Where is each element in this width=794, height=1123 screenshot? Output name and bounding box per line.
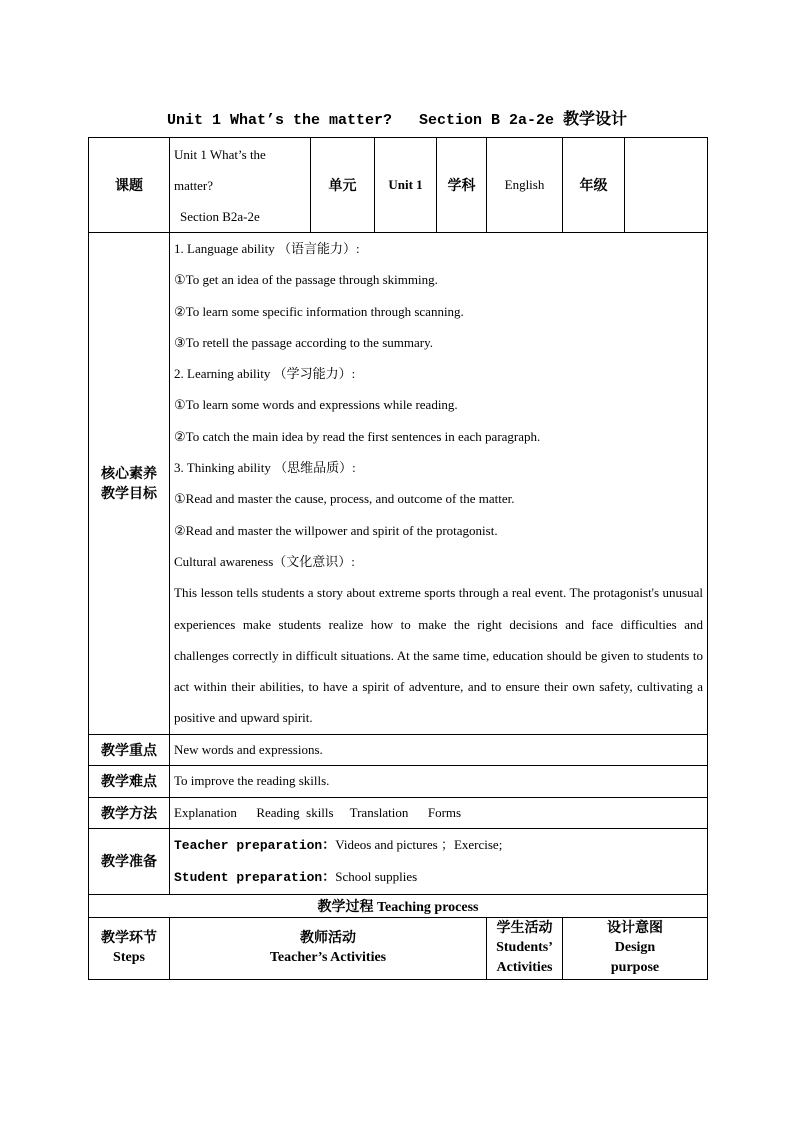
objectives-label-line: 核心素养 (101, 466, 157, 483)
topic-line: matter? (174, 177, 213, 193)
objective-line: ②To catch the main idea by read the first sentences in each paragraph. (174, 428, 541, 444)
lesson-plan-table (88, 137, 708, 980)
preparation-row (89, 828, 708, 894)
objective-line: 1. Language ability （语言能力）: (174, 241, 360, 256)
key-points-value: New words and expressions. (170, 734, 708, 765)
steps-cn: 教学环节 (101, 930, 157, 947)
students-activities-cn: 学生活动 (496, 920, 553, 937)
teacher-preparation (174, 829, 703, 862)
steps-en: Steps (113, 950, 145, 966)
header-row (89, 138, 708, 233)
cultural-awareness-paragraph: This lesson tells students a story about extreme sports through a real event. The protagonist's unusual experiences make students realize how to make the right decisions and face difficulties and challenges correctly in difficult situations. At the same time, education should be given to students to act within their abilities, to have a spirit of adventure, and to ensure their own safety, cultivating a positive and upward spirit. (174, 585, 703, 726)
steps-column-header (89, 917, 170, 979)
teacher-activities-en: Teacher’s Activities (269, 950, 387, 966)
objective-line: 2. Learning ability （学习能力）: (174, 366, 356, 382)
teacher-preparation-value: Videos and pictures ；Exercise; (335, 836, 503, 852)
objective-line: ①Read and master the cause, process, and outcome of the matter. (174, 491, 515, 507)
document-title (0, 106, 794, 129)
objective-line: ①To learn some words and expressions while reading. (174, 397, 458, 413)
student-preparation-label: Student preparation： (174, 870, 336, 886)
students-activities-en: Students’ (496, 940, 553, 956)
grade-value (625, 138, 708, 233)
difficulties-row (89, 765, 708, 797)
grade-label: 年级 (563, 138, 625, 233)
subject-label: 学科 (437, 138, 487, 233)
objective-line: ②Read and master the willpower and spirit of the protagonist. (174, 522, 498, 538)
objective-line: ③To retell the passage according to the summary. (174, 334, 433, 350)
student-preparation (174, 861, 703, 894)
objective-line: ①To get an idea of the passage through skimming. (174, 272, 438, 288)
design-purpose-en: Design (614, 940, 656, 956)
title-chinese: 教学设计 (563, 109, 628, 128)
unit-value: Unit 1 (375, 138, 437, 233)
objective-line: ②To learn some specific information through scanning. (174, 303, 464, 319)
preparation-value (170, 828, 708, 894)
design-purpose-header (563, 917, 708, 979)
students-activities-header (487, 917, 563, 979)
objectives-label (89, 233, 170, 735)
teacher-activities-cn: 教师活动 (300, 930, 356, 947)
preparation-label: 教学准备 (89, 828, 170, 894)
key-points-row (89, 734, 708, 765)
process-header: 教学过程 Teaching process (89, 894, 708, 917)
unit-label: 单元 (311, 138, 375, 233)
objective-line: 3. Thinking ability （思维品质）: (174, 460, 356, 476)
subject-value: English (487, 138, 563, 233)
topic-line: Unit 1 What’s the (174, 146, 266, 162)
topic-value (170, 138, 311, 233)
difficulties-label: 教学难点 (89, 765, 170, 797)
methods-label: 教学方法 (89, 797, 170, 828)
design-purpose-cn: 设计意图 (607, 920, 663, 937)
process-header-row (89, 894, 708, 917)
objectives-label-line: 教学目标 (101, 486, 157, 503)
design-purpose-en: purpose (610, 960, 660, 976)
title-english: Unit 1 What’s the matter? Section B 2a-2e (166, 112, 564, 129)
student-preparation-value: School supplies (335, 869, 418, 885)
objectives-content (170, 233, 708, 735)
topic-line: Section B2a-2e (180, 208, 260, 224)
teacher-preparation-label: Teacher preparation： (174, 837, 336, 853)
difficulties-value: To improve the reading skills. (170, 765, 708, 797)
objective-line: Cultural awareness（文化意识）: (174, 553, 355, 569)
methods-value: Explanation Reading skills Translation Forms (170, 797, 708, 828)
objectives-row (89, 233, 708, 735)
key-points-label: 教学重点 (89, 734, 170, 765)
teacher-activities-header (170, 917, 487, 979)
process-columns-row (89, 917, 708, 979)
methods-row (89, 797, 708, 828)
students-activities-en: Activities (496, 960, 553, 976)
topic-label: 课题 (89, 138, 170, 233)
